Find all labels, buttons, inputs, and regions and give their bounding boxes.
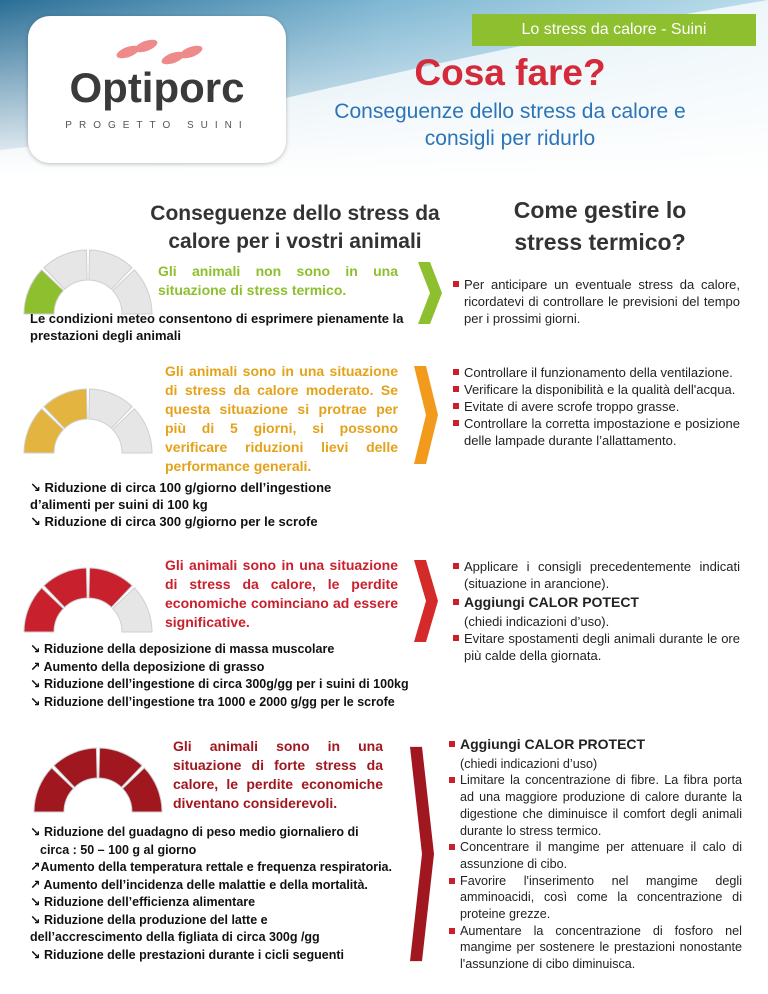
logo-name: Optiporc [69,64,245,111]
level-orange-effects: ↘ Riduzione di circa 100 g/giorno dell’ingestione d’alimenti per suini di 100 kg ↘ Riduzione di circa 300 g/giorno per le scrofe [30,480,332,529]
chevron-red-icon [414,560,438,642]
header-banner [0,0,768,180]
topic-tag: Lo stress da calore - Suini [472,14,756,46]
level-orange-state: Gli animali sono in una situazione di stress da calore moderato. Se questa situazione si protrae per più di 5 giorni, si possono verificare riduzioni lievi delle performance generali. [165,363,398,474]
left-column-heading: Conseguenze dello stress da calore per i vostri animali [150,202,440,253]
gauge-icon-dark-red [28,736,168,816]
tips-dark-red: Aggiungi CALOR PROTECT (chiedi indicazioni d’uso) Limitare la concentrazione di fibre. La fibra porta ad una maggiore produzione di calore durante la digestione che diminuisce il comfort degli animali durante lo stress termico. Concentrare il mangime per attenuare il calo di assunzione di cibo. Favorire l'inserimento nel mangime degli amminoacidi, così come la concentrazione di proteine grezze. Aumentare la concentrazione di fosforo nel mangime per sostenere le prestazioni nonostante l'assunzione di cibo diminuisca. [448,736,742,973]
right-column-heading: Come gestire lo stress termico? [513,197,687,255]
tip-item: Per anticipare un eventuale stress da calore, ricordatevi di controllare le previsioni del tempo per i prossimi giorni. [452,276,740,327]
chevron-orange-icon [414,366,438,464]
chevron-dark-red-icon [410,738,434,970]
level-darkred-state: Gli animali sono in una situazione di forte stress da calore, le perdite economiche diventano considerevoli. [173,738,383,811]
tips-red: Applicare i consigli precedentemente indicati (situazione in arancione). Aggiungi CALOR POTECT (chiedi indicazioni d’uso). Evitare spostamenti degli animali durante le ore più calde della giornata. [452,558,740,664]
page-title: Cosa fare? [414,52,606,93]
gauge-icon-red [18,556,158,636]
level-darkred-effects: ↘ Riduzione del guadagno di peso medio giornaliero di circa : 50 – 100 g al giorno ↗Aumento della temperatura rettale e frequenza respiratoria. ↗ Aumento dell’incidenza delle malattie e della mortalità. ↘ Riduzione dell’efficienza alimentare ↘ Riduzione della produzione del latte e dell’accrescimento della figliata di circa 300g /gg ↘ Riduzione delle prestazioni durante i cicli seguenti [30,825,392,962]
gauge-icon-green [18,238,158,318]
optiporc-logo [28,16,286,163]
gauge-icon-orange [18,377,158,457]
level-green-state: Gli animali non sono in una situazione di stress termico. [158,263,398,298]
tips-green [452,276,740,327]
level-red-effects: ↘ Riduzione della deposizione di massa muscolare ↗ Aumento della deposizione di grasso ↘ Riduzione dell’ingestione di circa 300g/gg per i suini di 100kg ↘ Riduzione dell’ingestione tra 1000 e 2000 g/gg per le scrofe [30,642,409,709]
logo-subtitle: PROGETTO SUINI [65,120,249,131]
tips-orange: Controllare il funzionamento della ventilazione. Verificare la disponibilità e la qualità dell'acqua. Evitate di avere scrofe troppo grasse. Controllare la corretta impostazione e posizione delle lampade durante l’allattamento. [452,364,740,449]
chevron-green-icon [418,262,442,324]
level-green-effect: Le condizioni meteo consentono di esprimere pienamente la prestazioni degli animali [30,311,404,343]
level-red-state: Gli animali sono in una situazione di stress da calore, le perdite economiche cominciano ad essere significative. [165,557,398,630]
page-subtitle: Conseguenze dello stress da calore e consigli per ridurlo [334,100,686,150]
